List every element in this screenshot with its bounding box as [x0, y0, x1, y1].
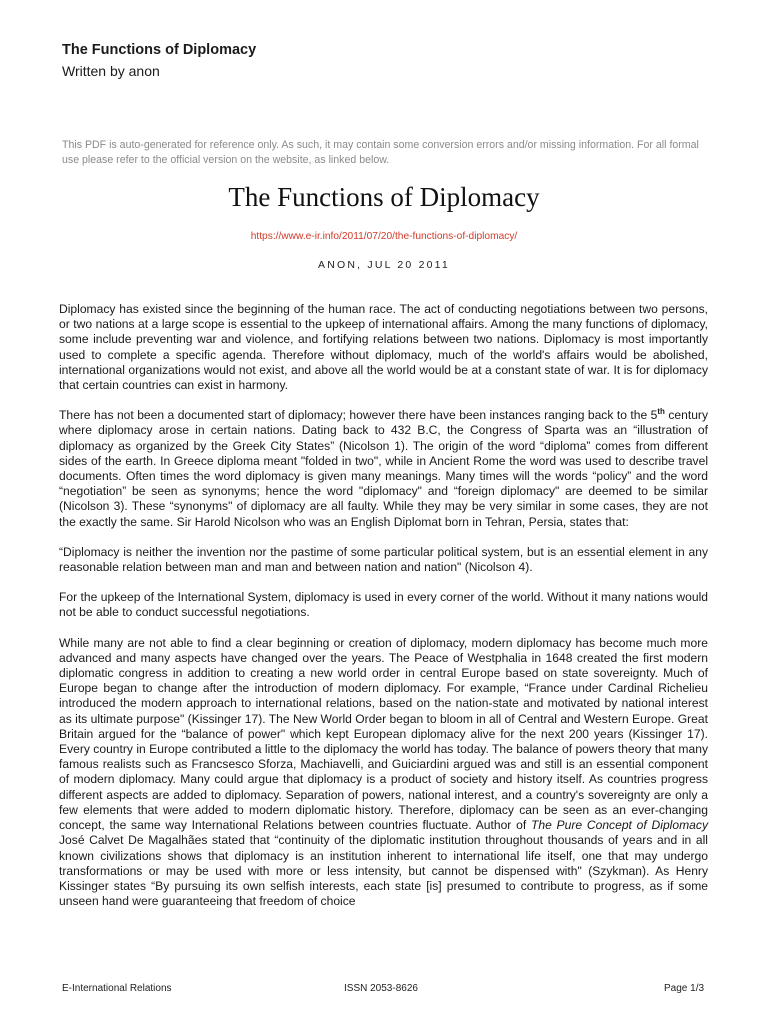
- header-author: Written by anon: [62, 63, 160, 79]
- paragraph-2: [59, 408, 708, 530]
- paragraph-3-quote: “Diplomacy is neither the invention nor the pastime of some particular political system, but is an essential element in any reasonable relation between man and man and between nation and nation" (Nicolson 4).: [59, 544, 708, 575]
- paragraph-2-start: There has not been a documented start of diplomacy; however there have been instances ranging back to the 5: [59, 408, 658, 423]
- pdf-notice: This PDF is auto-generated for reference only. As such, it may contain some conversion errors and/or missing information. For all formal use please refer to the official version on the website, as linked below.: [62, 139, 699, 166]
- footer-page-number: Page 1/3: [664, 983, 705, 994]
- article-title: The Functions of Diplomacy: [228, 182, 540, 212]
- article-url-link[interactable]: https://www.e-ir.info/2011/07/20/the-functions-of-diplomacy/: [250, 231, 518, 242]
- paragraph-2-rest: century where diplomacy arose in certain nations. Dating back to 432 B.C, the Congress of Sparta was an “illustration of diplomacy as organized by the Greek City States” (Nicolson 1). The origin of the word “diploma” comes from different sides of the earth. In Greece diploma meant "folded in two", while in Ancient Rome the word was used to describe travel documents. Often times the word diplomacy is given many meanings. Many times will the words “policy” and the word “negotiation” be seen as synonyms; hence the word "diplomacy" and “foreign diplomacy" are deemed to be similar (Nicolson 3). These “synonyms" of diplomacy are all faulty. While they may be very similar in some cases, they are not the exactly the same. Sir Harold Nicolson who was an English Diplomat born in Tehran, Persia, states that:: [59, 408, 708, 529]
- header-title: The Functions of Diplomacy: [62, 42, 257, 58]
- paragraph-5: [59, 636, 708, 910]
- footer-issn: ISSN 2053-8626: [344, 983, 418, 994]
- footer-publisher: E-International Relations: [62, 983, 172, 994]
- paragraph-1: Diplomacy has existed since the beginning of the human race. The act of conducting negotiations between two persons, or two nations at a large scope is essential to the upkeep of international affairs. Among the many functions of diplomacy, some include preventing war and violence, and fortifying relations between two nations. Diplomacy is most importantly used to complete a specific agenda. Therefore without diplomacy, much of the world's affairs would be abolished, international organizations would not exist, and above all the world would be at a constant state of war. It is for diplomacy that certain countries can exist in harmony.: [59, 302, 708, 393]
- paragraph-4: For the upkeep of the International System, diplomacy is used in every corner of the world. Without it many nations would not be able to conduct successful negotiations.: [59, 590, 708, 620]
- paragraph-5-start: While many are not able to find a clear beginning or creation of diplomacy, modern diplomacy has become much more advanced and many aspects have changed over the years. The Peace of Westphalia in 1648 created the first modern diplomatic congress in addition to creating a new world order in central Europe based on state sovereignty. Much of Europe began to change after the introduction of modern diplomacy. For example, “France under Cardinal Richelieu introduced the modern approach to international relations, based on the nation-state and motivated by national interest as its ultimate purpose" (Kissinger 17). The New World Order began to bloom in all of Central and Western Europe. Great Britain argued for the “balance of power" which kept European diplomacy alive for the next 200 years (Kissinger 17). Every country in Europe contributed a little to the diplomacy the world has today. The balance of powers theory that many famous realists such as Francsesco Sforza, Machiavelli, and Guiciardini argued was and still is an essential component of modern diplomacy. Many could argue that diplomacy is a product of society and history itself. As countries progress different aspects are added to diplomacy. Separation of powers, national interest, and a country's sovereignty are only a few elements that were added to modern diplomatic history. Therefore, diplomacy can be seen as an ever-changing concept, the same way International Relations between countries fluctuate. Author of: [59, 635, 708, 833]
- document-header: [62, 40, 256, 81]
- article-byline: ANON, JUL 20 2011: [318, 259, 450, 271]
- paragraph-5-rest: José Calvet De Magalhães stated that “continuity of the diplomatic institution throughout thousands of years and in all known civilizations shows that diplomacy is an institution inherent to international life itself, one that may undergo transformations or may be used with more or less intensity, but cannot be dispensed with" (Szykman). As Henry Kissinger states “By pursuing its own selfish interests, each state [is] presumed to contribute to progress, as if some unseen hand were guaranteeing that freedom of choice: [59, 833, 708, 909]
- book-title: The Pure Concept of Diplomacy: [530, 818, 708, 833]
- ordinal-suffix: th: [657, 407, 665, 417]
- article-body: [59, 302, 708, 909]
